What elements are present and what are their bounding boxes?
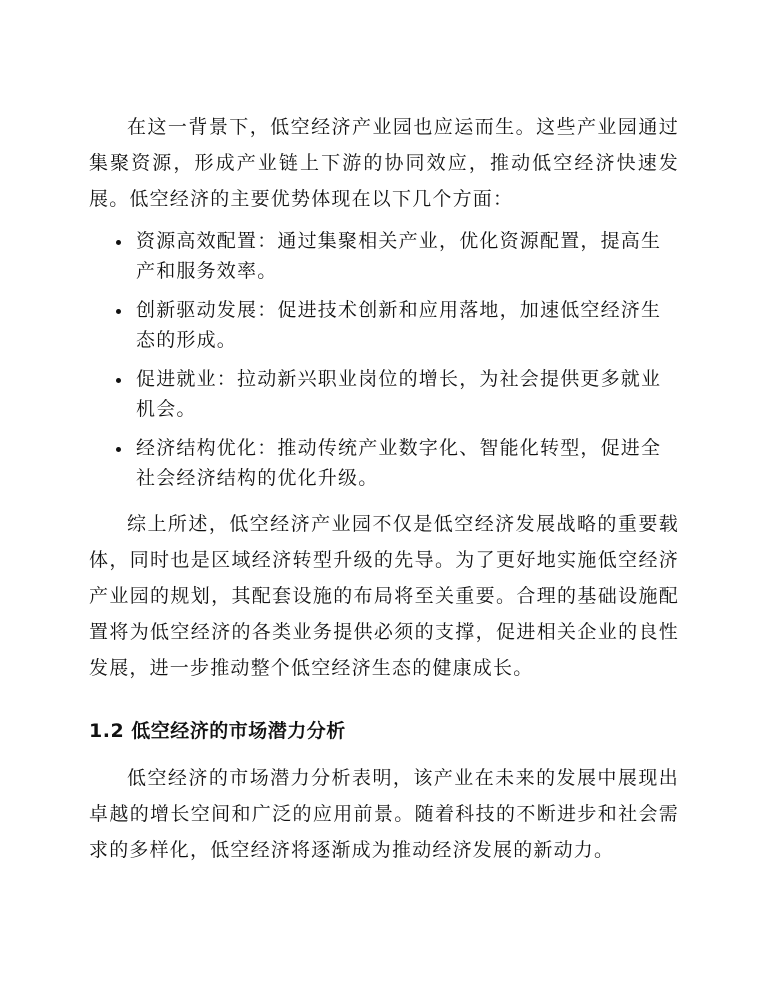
list-item (89, 226, 679, 286)
bullet-icon (116, 309, 121, 314)
bullet-icon (116, 240, 121, 245)
list-item-text: 资源高效配置：通过集聚相关产业，优化资源配置，提高生产和服务效率。 (136, 230, 662, 282)
section-heading: 1.2 低空经济的市场潜力分析 (89, 720, 346, 742)
bullet-icon (116, 378, 121, 383)
list-item-text: 创新驱动发展：促进技术创新和应用落地，加速低空经济生态的形成。 (136, 299, 662, 351)
list-item (89, 295, 679, 355)
list-item (89, 433, 679, 493)
intro-paragraph: 在这一背景下，低空经济产业园也应运而生。这些产业园通过集聚资源，形成产业链上下游的协同效应，推动低空经济快速发展。低空经济的主要优势体现在以下几个方面： (89, 116, 679, 210)
advantages-list (89, 226, 679, 502)
list-item-text: 促进就业：拉动新兴职业岗位的增长，为社会提供更多就业机会。 (136, 368, 662, 420)
summary-paragraph: 综上所述，低空经济产业园不仅是低空经济发展战略的重要载体，同时也是区域经济转型升级的先导。为了更好地实施低空经济产业园的规划，其配套设施的布局将至关重要。合理的基础设施配置将为低空经济的各类业务提供必须的支撑，促进相关企业的良性发展，进一步推动整个低空经济生态的健康成长。 (89, 513, 679, 679)
list-item (89, 364, 679, 424)
market-paragraph: 低空经济的市场潜力分析表明，该产业在未来的发展中展现出卓越的增长空间和广泛的应用前景。随着科技的不断进步和社会需求的多样化，低空经济将逐渐成为推动经济发展的新动力。 (89, 767, 679, 861)
list-item-text: 经济结构优化：推动传统产业数字化、智能化转型，促进全社会经济结构的优化升级。 (136, 437, 662, 489)
bullet-icon (116, 447, 121, 452)
